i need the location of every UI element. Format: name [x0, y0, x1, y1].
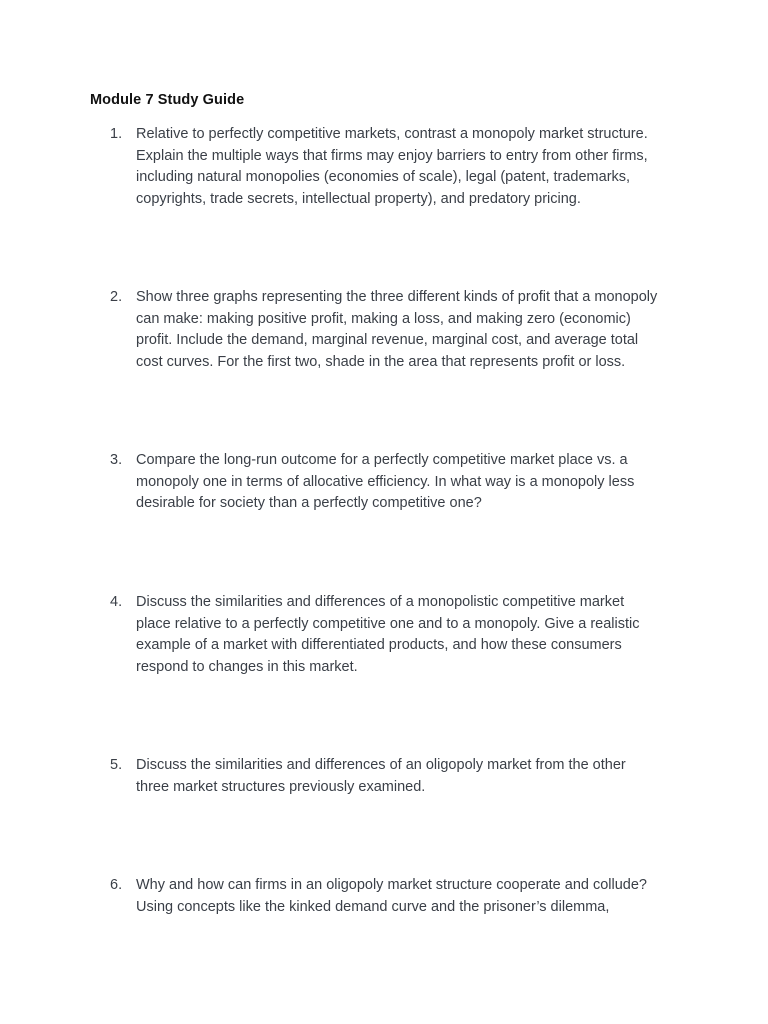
- question-text-line: profit. Include the demand, marginal revenue, marginal cost, and average total: [136, 332, 639, 348]
- question-text-line: copyrights, trade secrets, intellectual property), and predatory pricing.: [136, 190, 581, 207]
- question-text-line: Show three graphs representing the three different kinds of profit that a monopoly: [136, 289, 658, 305]
- question-item: [110, 124, 690, 210]
- document-title: Module 7 Study Guide: [90, 92, 245, 108]
- question-item: [110, 592, 690, 678]
- question-item: [110, 287, 690, 373]
- question-text-line: including natural monopolies (economies of scale), legal (patent, trademarks,: [136, 169, 631, 185]
- question-text-line: Compare the long-run outcome for a perfectly competitive market place vs. a: [136, 452, 628, 468]
- question-text-line: monopoly one in terms of allocative efficiency. In what way is a monopoly less: [136, 473, 635, 490]
- question-number: 3.: [110, 452, 123, 468]
- question-item: [110, 875, 690, 918]
- question-text-line: Discuss the similarities and differences of an oligopoly market from the other: [136, 757, 626, 773]
- question-text-line: can make: making positive profit, making a loss, and making zero (economic): [136, 310, 631, 327]
- question-number: 6.: [110, 877, 123, 893]
- question-text-line: cost curves. For the first two, shade in the area that represents profit or loss.: [136, 353, 626, 370]
- question-text-line: Explain the multiple ways that firms may enjoy barriers to entry from other firms,: [136, 147, 648, 164]
- question-text-line: Relative to perfectly competitive markets, contrast a monopoly market structure.: [136, 126, 648, 142]
- question-text-line: place relative to a perfectly competitive one and to a monopoly. Give a realistic: [136, 615, 640, 632]
- question-item: [110, 755, 690, 798]
- question-number: 1.: [110, 126, 123, 142]
- question-text-line: respond to changes in this market.: [136, 658, 358, 675]
- question-text-line: example of a market with differentiated products, and how these consumers: [136, 637, 622, 653]
- question-text-line: Using concepts like the kinked demand curve and the prisoner’s dilemma,: [136, 898, 610, 915]
- question-text-line: Discuss the similarities and differences of a monopolistic competitive market: [136, 594, 625, 610]
- question-text-line: Why and how can firms in an oligopoly market structure cooperate and collude?: [136, 877, 647, 893]
- question-number: 4.: [110, 594, 123, 610]
- question-text-line: desirable for society than a perfectly competitive one?: [136, 495, 482, 511]
- question-number: 5.: [110, 757, 123, 773]
- question-text-line: three market structures previously examined.: [136, 778, 426, 795]
- question-item: [110, 450, 690, 515]
- question-number: 2.: [110, 289, 123, 305]
